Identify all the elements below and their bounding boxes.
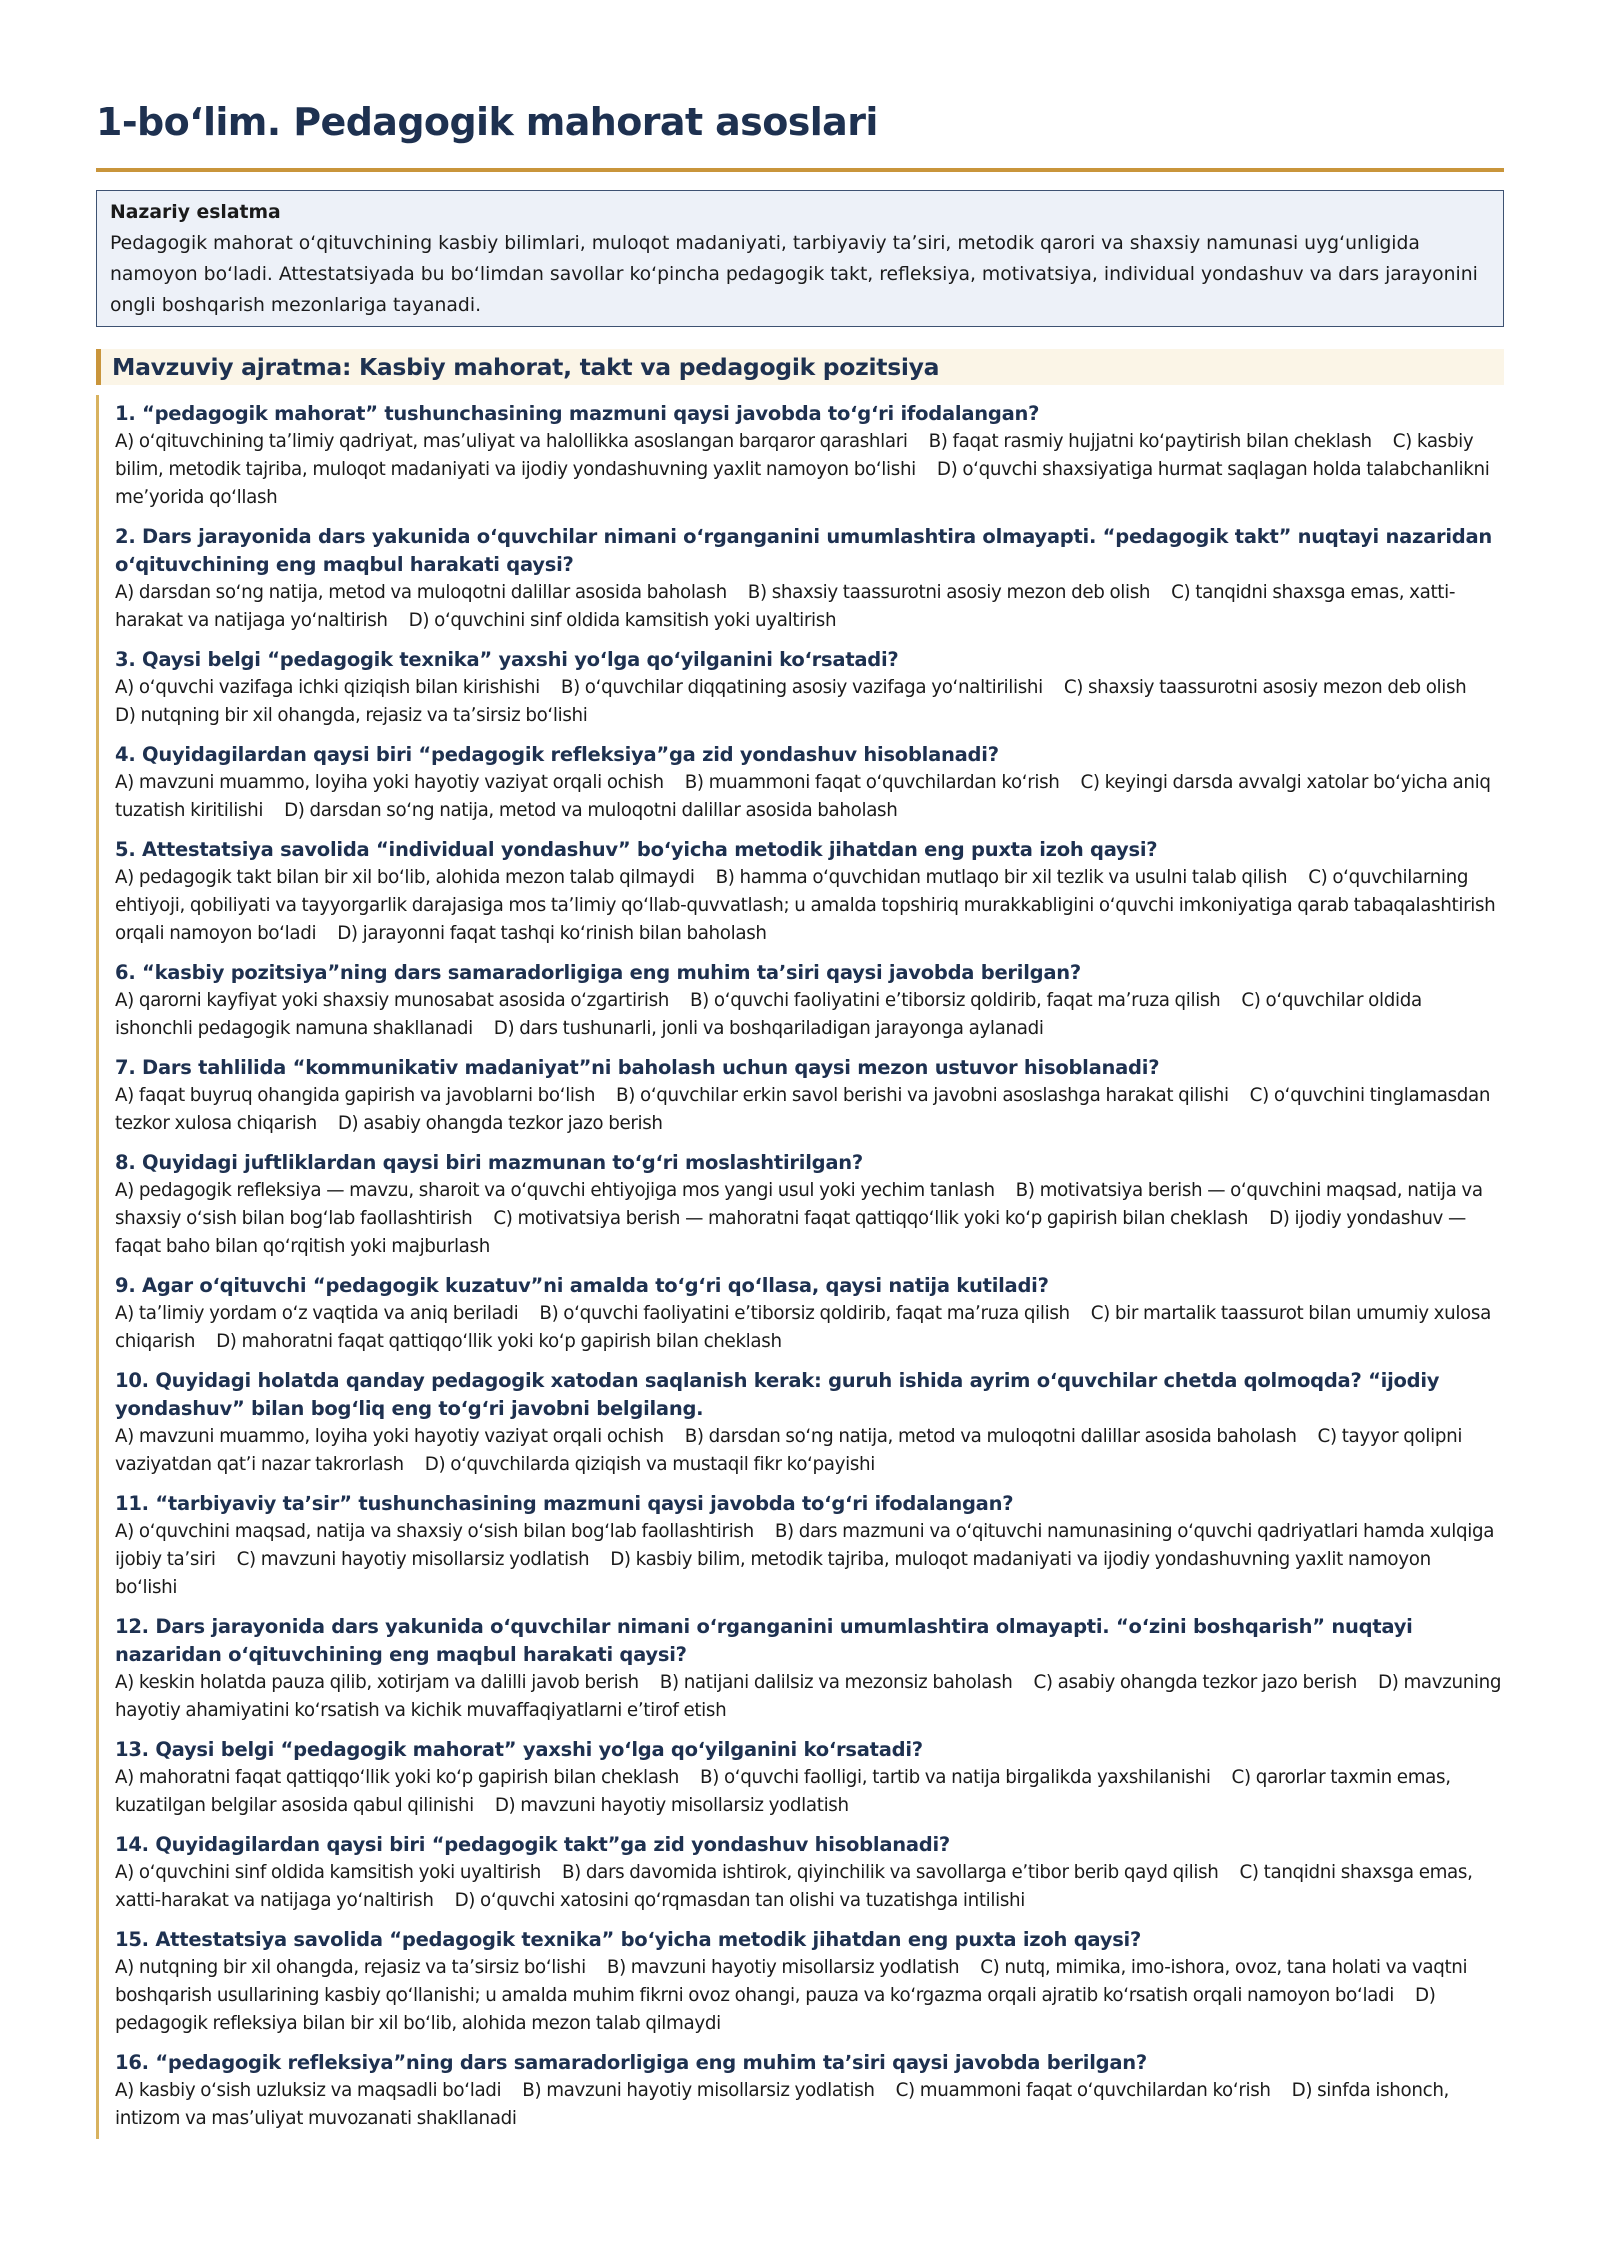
question-text: 12. Dars jarayonida dars yakunida oʻquvchilar nimani oʻrganganini umumlashtira olmayapti. “oʻzini boshqarish” nuqtayi nazaridan oʻqituvchining eng maqbul harakati qaysi? (115, 1615, 1413, 1666)
answer-option: C) kasbiy bilim, metodik tajriba, muloqot madaniyati va ijodiy yondashuvning yaxlit namoyon boʻlishi (115, 431, 1474, 480)
answer-option: A) darsdan soʻng natija, metod va muloqotni dalillar asosida baholash (115, 582, 727, 603)
question-item (115, 1826, 1504, 1921)
question-list (96, 395, 1504, 2139)
answer-option: D) dars tushunarli, jonli va boshqariladigan jarayonga aylanadi (493, 1018, 1044, 1039)
question-item (115, 1049, 1504, 1144)
answer-option: A) faqat buyruq ohangida gapirish va javoblarni boʻlish (115, 1085, 596, 1106)
answer-option: C) nutq, mimika, imo-ishora, ovoz, tana holati va vaqtni boshqarish usullarining kasbiy qoʻllanishi; u amalda muhim fikrni ovoz ohangi, pauza va koʻrgazma orqali ajratib koʻrsatish orqali namoyon boʻladi (115, 1957, 1468, 2006)
answer-option: A) qarorni kayfiyat yoki shaxsiy munosabat asosida oʻzgartirish (115, 990, 670, 1011)
answer-option: B) dars davomida ishtirok, qiyinchilik va savollarga eʼtibor berib qayd qilish (561, 1862, 1219, 1883)
question-text: 14. Quyidagilardan qaysi biri “pedagogik takt”ga zid yondashuv hisoblanadi? (115, 1833, 950, 1856)
answer-option: D) ijodiy yondashuv — faqat baho bilan qoʻrqitish yoki majburlash (115, 1208, 1466, 1257)
answer-option: C) tanqidni shaxsga emas, xatti-harakat va natijaga yoʻnaltirish (115, 1862, 1473, 1911)
answer-option: B) natijani dalilsiz va mezonsiz baholash (659, 1672, 1013, 1693)
question-item (115, 1921, 1504, 2044)
page-title: 1-boʻlim. Pedagogik mahorat asoslari (96, 100, 878, 144)
answer-option: C) shaxsiy taassurotni asosiy mezon deb olish (1063, 677, 1467, 698)
answer-option: D) darsdan soʻng natija, metod va muloqotni dalillar asosida baholash (284, 800, 898, 821)
answer-option: C) tanqidni shaxsga emas, xatti-harakat va natijaga yoʻnaltirish (115, 582, 1456, 631)
question-text: 3. Qaysi belgi “pedagogik texnika” yaxshi yoʻlga qoʻyilganini koʻrsatadi? (115, 648, 899, 671)
answer-option: B) mavzuni hayotiy misollarsiz yodlatish (606, 1957, 960, 1978)
answer-option: C) motivatsiya berish — mahoratni faqat qattiqqoʻllik yoki koʻp gapirish bilan cheklash (493, 1208, 1249, 1229)
document-page (96, 96, 1504, 2139)
answer-option: B) shaxsiy taassurotni asosiy mezon deb olish (747, 582, 1151, 603)
answer-option: A) kasbiy oʻsish uzluksiz va maqsadli boʻladi (115, 2080, 502, 2101)
question-text: 10. Quyidagi holatda qanday pedagogik xatodan saqlanish kerak: guruh ishida ayrim oʻquvchilar chetda qolmoqda? “ijodiy yondashuv” bilan bogʻliq eng toʻgʻri javobni belgilang. (115, 1369, 1440, 1420)
answer-option: D) pedagogik refleksiya bilan bir xil boʻlib, alohida mezon talab qilmaydi (115, 1985, 1436, 2034)
answer-options (115, 864, 1504, 948)
answer-option: B) oʻquvchilar diqqatining asosiy vazifaga yoʻnaltirilishi (560, 677, 1043, 698)
answer-option: C) keyingi darsda avvalgi xatolar boʻyicha aniq tuzatish kiritilishi (115, 772, 1491, 821)
answer-option: B) dars mazmuni va oʻqituvchi namunasining oʻquvchi qadriyatlari hamda xulqiga ijobiy taʼsiri (115, 1521, 1495, 1570)
answer-option: D) asabiy ohangda tezkor jazo berish (337, 1113, 663, 1134)
answer-option: D) mavzuning hayotiy ahamiyatini koʻrsatish va kichik muvaffaqiyatlarni eʼtirof etish (115, 1672, 1502, 1721)
answer-option: A) keskin holatda pauza qilib, xotirjam va dalilli javob berish (115, 1672, 639, 1693)
answer-option: D) mavzuni hayotiy misollarsiz yodlatish (494, 1795, 849, 1816)
answer-options (115, 674, 1504, 730)
answer-option: B) muammoni faqat oʻquvchilardan koʻrish (684, 772, 1060, 793)
answer-option: B) oʻquvchilar erkin savol berishi va javobni asoslashga harakat qilishi (616, 1085, 1229, 1106)
answer-option: D) oʻquvchi shaxsiyatiga hurmat saqlagan holda talabchanlikni meʼyorida qoʻllash (115, 459, 1490, 508)
answer-option: A) mavzuni muammo, loyiha yoki hayotiy vaziyat orqali ochish (115, 772, 664, 793)
answer-option: A) oʻquvchini sinf oldida kamsitish yoki uyaltirish (115, 1862, 541, 1883)
answer-options (115, 1082, 1504, 1138)
answer-option: C) asabiy ohangda tezkor jazo berish (1033, 1672, 1357, 1693)
answer-option: C) bir martalik taassurot bilan umumiy xulosa chiqarish (115, 1303, 1491, 1352)
answer-options (115, 428, 1504, 512)
answer-option: D) oʻquvchi xatosini qoʻrqmasdan tan olishi va tuzatishga intilishi (454, 1890, 1025, 1911)
answer-option: B) darsdan soʻng natija, metod va muloqotni dalillar asosida baholash (684, 1426, 1297, 1447)
answer-option: D) oʻquvchini sinf oldida kamsitish yoki uyaltirish (408, 610, 837, 631)
answer-options (115, 1518, 1504, 1602)
answer-option: A) pedagogik takt bilan bir xil boʻlib, alohida mezon talab qilmaydi (115, 867, 695, 888)
question-item (115, 954, 1504, 1049)
question-item (115, 831, 1504, 954)
answer-options (115, 1859, 1504, 1915)
question-text: 8. Quyidagi juftliklardan qaysi biri mazmunan toʻgʻri moslashtirilgan? (115, 1151, 863, 1174)
answer-option: D) oʻquvchilarda qiziqish va mustaqil fikr koʻpayishi (424, 1454, 875, 1475)
answer-option: A) pedagogik refleksiya — mavzu, sharoit va oʻquvchi ehtiyojiga mos yangi usul yoki yechim tanlash (115, 1180, 995, 1201)
question-item (115, 518, 1504, 641)
answer-option: D) sinfda ishonch, intizom va masʼuliyat muvozanati shakllanadi (115, 2080, 1450, 2129)
answer-option: C) mavzuni hayotiy misollarsiz yodlatish (236, 1549, 590, 1570)
answer-option: C) tayyor qolipni vaziyatdan qatʼi nazar takrorlash (115, 1426, 1463, 1475)
answer-options (115, 1300, 1504, 1356)
answer-option: C) muammoni faqat oʻquvchilardan koʻrish (895, 2080, 1271, 2101)
question-item (115, 1267, 1504, 1362)
question-item (115, 2044, 1504, 2139)
answer-options (115, 1423, 1504, 1479)
answer-option: B) oʻquvchi faoliyatini eʼtiborsiz qoldirib, faqat maʼruza qilish (689, 990, 1221, 1011)
answer-option: D) kasbiy bilim, metodik tajriba, muloqot madaniyati va ijodiy yondashuvning yaxlit namoyon boʻlishi (115, 1549, 1431, 1598)
answer-option: B) faqat rasmiy hujjatni koʻpaytirish bilan cheklash (928, 431, 1372, 452)
answer-option: B) mavzuni hayotiy misollarsiz yodlatish (522, 2080, 875, 2101)
question-item (115, 1608, 1504, 1731)
answer-options (115, 1954, 1504, 2038)
answer-option: D) mahoratni faqat qattiqqoʻllik yoki koʻp gapirish bilan cheklash (216, 1331, 782, 1352)
answer-options (115, 2077, 1504, 2133)
note-body: Pedagogik mahorat oʻqituvchining kasbiy bilimlari, muloqot madaniyati, tarbiyaviy taʼsiri, metodik qarori va shaxsiy namunasi uygʻunligida namoyon boʻladi. Attestatsiyada bu boʻlimdan savollar koʻpincha pedagogik takt, refleksiya, motivatsiya, individual yondashuv va dars jarayonini ongli boshqarish mezonlariga tayanadi. (110, 233, 1478, 316)
theory-note-box (96, 190, 1504, 327)
question-item (115, 395, 1504, 518)
question-text: 16. “pedagogik refleksiya”ning dars samaradorligiga eng muhim taʼsiri qaysi javobda berilgan? (115, 2051, 1147, 2074)
question-text: 13. Qaysi belgi “pedagogik mahorat” yaxshi yoʻlga qoʻyilganini koʻrsatadi? (115, 1738, 923, 1761)
question-text: 1. “pedagogik mahorat” tushunchasining mazmuni qaysi javobda toʻgʻri ifodalangan? (115, 402, 1040, 425)
answer-option: B) hamma oʻquvchidan mutlaqo bir xil tezlik va usulni talab qilish (715, 867, 1288, 888)
title-divider (96, 168, 1504, 172)
question-text: 7. Dars tahlilida “kommunikativ madaniyat”ni baholash uchun qaysi mezon ustuvor hisoblanadi? (115, 1056, 1160, 1079)
question-text: 5. Attestatsiya savolida “individual yondashuv” boʻyicha metodik jihatdan eng puxta izoh qaysi? (115, 838, 1158, 861)
answer-option: A) oʻqituvchining taʼlimiy qadriyat, masʼuliyat va halollikka asoslangan barqaror qarashlari (115, 431, 908, 452)
question-item (115, 736, 1504, 831)
answer-options (115, 1669, 1504, 1725)
question-text: 6. “kasbiy pozitsiya”ning dars samaradorligiga eng muhim taʼsiri qaysi javobda berilgan? (115, 961, 1081, 984)
answer-option: C) qarorlar taxmin emas, kuzatilgan belgilar asosida qabul qilinishi (115, 1767, 1451, 1816)
answer-options (115, 1764, 1504, 1820)
question-item (115, 641, 1504, 736)
section-title: Mavzuviy ajratma: Kasbiy mahorat, takt va pedagogik pozitsiya (112, 353, 940, 381)
answer-options (115, 579, 1504, 635)
answer-option: A) oʻquvchini maqsad, natija va shaxsiy oʻsish bilan bogʻlab faollashtirish (115, 1521, 754, 1542)
question-text: 4. Quyidagilardan qaysi biri “pedagogik refleksiya”ga zid yondashuv hisoblanadi? (115, 743, 999, 766)
answer-options (115, 1177, 1504, 1261)
answer-options (115, 987, 1504, 1043)
answer-option: C) oʻquvchini tinglamasdan tezkor xulosa chiqarish (115, 1085, 1491, 1134)
question-text: 11. “tarbiyaviy taʼsir” tushunchasining mazmuni qaysi javobda toʻgʻri ifodalangan? (115, 1492, 1014, 1515)
question-item (115, 1485, 1504, 1608)
answer-option: A) mavzuni muammo, loyiha yoki hayotiy vaziyat orqali ochish (115, 1426, 664, 1447)
question-text: 2. Dars jarayonida dars yakunida oʻquvchilar nimani oʻrganganini umumlashtira olmayapti. “pedagogik takt” nuqtayi nazaridan oʻqituvchining eng maqbul harakati qaysi? (115, 525, 1493, 576)
answer-option: D) nutqning bir xil ohangda, rejasiz va taʼsirsiz boʻlishi (115, 705, 588, 726)
question-text: 9. Agar oʻqituvchi “pedagogik kuzatuv”ni amalda toʻgʻri qoʻllasa, qaysi natija kutiladi? (115, 1274, 1049, 1297)
section-heading (96, 349, 1504, 385)
answer-option: B) oʻquvchi faolligi, tartib va natija birgalikda yaxshilanishi (700, 1767, 1211, 1788)
question-item (115, 1731, 1504, 1826)
answer-option: C) oʻquvchilarning ehtiyoji, qobiliyati va tayyorgarlik darajasiga mos taʼlimiy qoʻllab-quvvatlash; u amalda topshiriq murakkabligini oʻquvchi imkoniyatiga qarab tabaqalashtirish orqali namoyon boʻladi (115, 867, 1496, 944)
note-heading: Nazariy eslatma (110, 202, 281, 223)
answer-option: C) oʻquvchilar oldida ishonchli pedagogik namuna shakllanadi (115, 990, 1422, 1039)
answer-option: A) taʼlimiy yordam oʻz vaqtida va aniq beriladi (115, 1303, 519, 1324)
answer-options (115, 769, 1504, 825)
answer-option: B) oʻquvchi faoliyatini eʼtiborsiz qoldirib, faqat maʼruza qilish (539, 1303, 1070, 1324)
question-text: 15. Attestatsiya savolida “pedagogik texnika” boʻyicha metodik jihatdan eng puxta izoh qaysi? (115, 1928, 1142, 1951)
question-item (115, 1362, 1504, 1485)
answer-option: A) mahoratni faqat qattiqqoʻllik yoki koʻp gapirish bilan cheklash (115, 1767, 680, 1788)
answer-option: B) motivatsiya berish — oʻquvchini maqsad, natija va shaxsiy oʻsish bilan bogʻlab faollashtirish (115, 1180, 1483, 1229)
question-item (115, 1144, 1504, 1267)
answer-option: D) jarayonni faqat tashqi koʻrinish bilan baholash (337, 923, 767, 944)
answer-option: A) nutqning bir xil ohangda, rejasiz va taʼsirsiz boʻlishi (115, 1957, 586, 1978)
section-accent-bar (96, 349, 101, 385)
answer-option: A) oʻquvchi vazifaga ichki qiziqish bilan kirishishi (115, 677, 540, 698)
